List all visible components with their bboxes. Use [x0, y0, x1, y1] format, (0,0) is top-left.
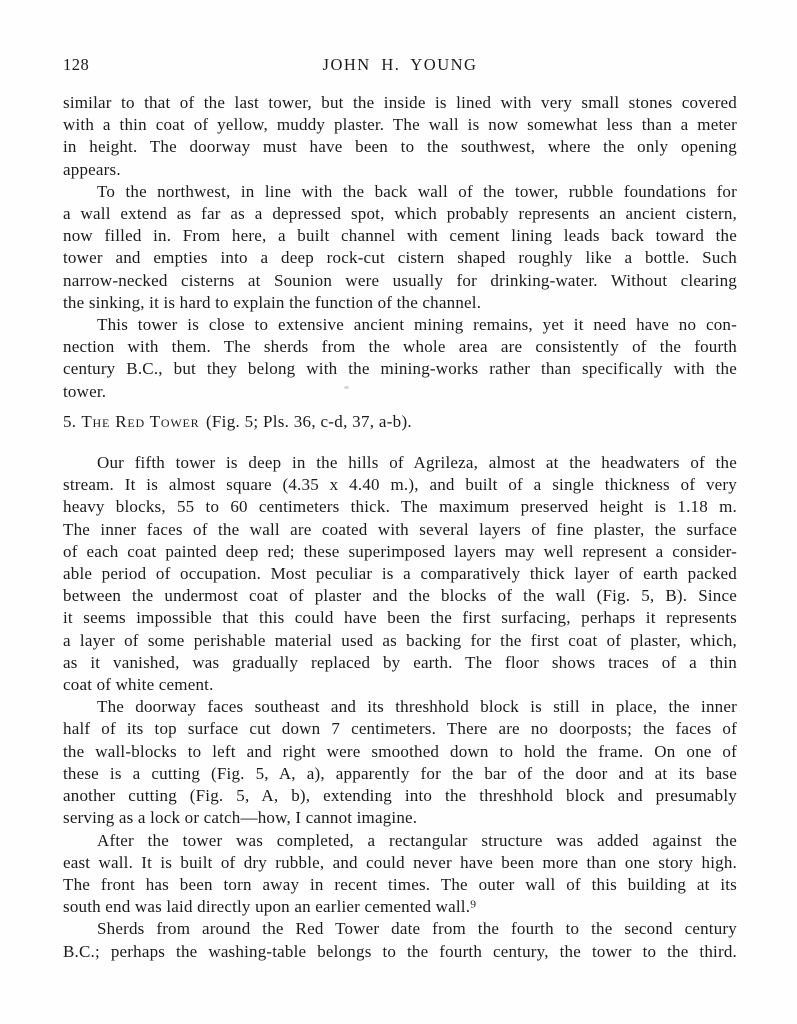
text-line: as it vanished, was gradually replaced by earth. The floor shows traces of a thin — [63, 652, 737, 672]
scan-speck — [344, 386, 349, 389]
text-line: the wall-blocks to left and right were smoothed down to hold the frame. On one of — [63, 741, 737, 761]
page-number: 128 — [63, 55, 90, 74]
text-line: The inner faces of the wall are coated with several layers of fine plaster, the surface — [63, 519, 737, 539]
section-heading — [63, 411, 737, 433]
text-line: The front has been torn away in recent times. The outer wall of this building at its — [63, 874, 737, 894]
text-line: south end was laid directly upon an earlier cemented wall.⁹ — [63, 897, 477, 917]
page-body — [63, 92, 737, 963]
paragraph — [63, 314, 737, 403]
text-line: tower and empties into a deep rock-cut cistern shaped roughly like a bottle. Such — [63, 248, 737, 268]
section-figure-reference: (Fig. 5; Pls. 36, c-d, 37, a-b). — [205, 411, 412, 431]
text-line: The doorway faces southeast and its threshhold block is still in place, the inner — [97, 697, 737, 717]
text-line: coat of white cement. — [63, 675, 214, 695]
text-line: Our fifth tower is deep in the hills of Agrileza, almost at the headwaters of the — [97, 453, 737, 473]
paragraph — [63, 181, 737, 314]
text-line: the sinking, it is hard to explain the function of the channel. — [63, 292, 482, 312]
text-line: B.C.; perhaps the washing-table belongs to the fourth century, the tower to the third. — [63, 941, 737, 961]
text-line: another cutting (Fig. 5, A, b), extending into the threshhold block and presumably — [63, 786, 737, 806]
text-line: east wall. It is built of dry rubble, and could never have been more than one story high. — [63, 852, 737, 872]
text-line: serving as a lock or catch—how, I cannot imagine. — [63, 808, 418, 828]
running-head: JOHN H. YOUNG — [322, 55, 478, 74]
text-line: heavy blocks, 55 to 60 centimeters thick. The maximum preserved height is 1.18 m. — [63, 497, 737, 517]
paragraph — [63, 452, 737, 696]
text-line: half of its top surface cut down 7 centimeters. There are no doorposts; the faces of — [63, 719, 737, 739]
section-number: 5. — [63, 411, 77, 431]
page-masthead — [63, 54, 737, 76]
text-line: a wall extend as far as a depressed spot, which probably represents an ancient cistern, — [63, 204, 737, 224]
text-line: between the undermost coat of plaster and the blocks of the wall (Fig. 5, B). Since — [63, 586, 737, 606]
text-line: narrow-necked cisterns at Sounion were usually for drinking-water. Without clearing — [63, 270, 737, 290]
text-line: of each coat painted deep red; these superimposed layers may well represent a consider- — [63, 541, 737, 561]
text-line: tower. — [63, 381, 107, 401]
text-line: nection with them. The sherds from the whole area are consistently of the fourth — [63, 337, 737, 357]
text-line: appears. — [63, 159, 121, 179]
text-line: in height. The doorway must have been to the southwest, where the only opening — [63, 137, 737, 157]
text-line: with a thin coat of yellow, muddy plaster. The wall is now somewhat less than a meter — [63, 115, 737, 135]
text-line: After the tower was completed, a rectangular structure was added against the — [97, 830, 737, 850]
paragraph — [63, 918, 737, 962]
text-line: To the northwest, in line with the back wall of the tower, rubble foundations for — [97, 181, 737, 201]
paragraph — [63, 92, 737, 181]
paragraph — [63, 696, 737, 829]
text-line: This tower is close to extensive ancient mining remains, yet it need have no con- — [97, 315, 737, 335]
section-title: The Red Tower — [81, 411, 200, 431]
text-line: now filled in. From here, a built channel with cement lining leads back toward the — [63, 226, 737, 246]
text-line: similar to that of the last tower, but the inside is lined with very small stones covered — [63, 93, 737, 112]
text-line: Sherds from around the Red Tower date from the fourth to the second century — [97, 919, 737, 939]
text-line: a layer of some perishable material used as backing for the first coat of plaster, which, — [63, 630, 737, 650]
text-line: stream. It is almost square (4.35 x 4.40 m.), and built of a single thickness of very — [63, 475, 737, 495]
paragraph — [63, 830, 737, 919]
text-line: century B.C., but they belong with the mining-works rather than specifically with the — [63, 359, 737, 379]
text-line: able period of occupation. Most peculiar is a comparatively thick layer of earth packed — [63, 564, 737, 584]
text-line: these is a cutting (Fig. 5, A, a), apparently for the bar of the door and at its base — [63, 763, 737, 783]
text-line: it seems impossible that this could have been the first surfacing, perhaps it represents — [63, 608, 737, 628]
